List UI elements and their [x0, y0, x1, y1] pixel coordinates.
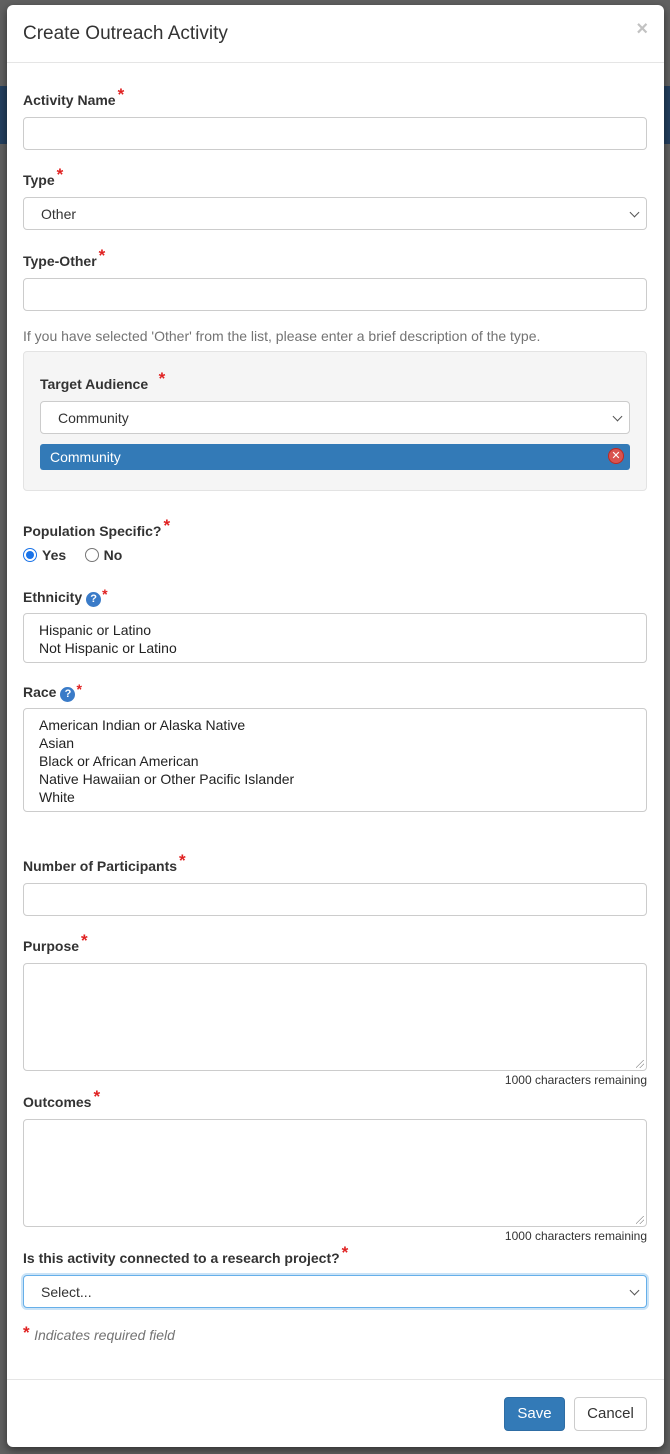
ethnicity-option[interactable]: Not Hispanic or Latino	[39, 640, 177, 656]
create-outreach-modal	[7, 5, 664, 1447]
chevron-down-icon	[613, 412, 623, 422]
ethnicity-multiselect[interactable]	[23, 613, 647, 663]
population-no-radio[interactable]	[85, 548, 99, 562]
type-label: Type	[23, 172, 55, 188]
research-project-label: Is this activity connected to a research project?	[23, 1250, 340, 1266]
no-label: No	[103, 547, 123, 563]
outcomes-label: Outcomes	[23, 1094, 92, 1110]
participants-group	[23, 851, 647, 916]
modal-header	[7, 5, 664, 63]
target-audience-label: Target Audience	[40, 376, 149, 392]
purpose-textarea[interactable]	[23, 963, 647, 1071]
outcomes-group	[23, 1087, 647, 1243]
required-marker: *	[81, 931, 88, 950]
resize-grip-icon[interactable]	[636, 1060, 644, 1068]
type-group	[23, 165, 647, 230]
cancel-button[interactable]: Cancel	[574, 1397, 647, 1431]
required-marker: *	[23, 1323, 30, 1342]
chevron-down-icon	[630, 1286, 640, 1296]
purpose-label: Purpose	[23, 938, 80, 954]
required-note-text: Indicates required field	[34, 1327, 175, 1343]
activity-name-input[interactable]	[23, 117, 647, 150]
chip-label: Community	[50, 449, 121, 465]
race-option[interactable]: Black or African American	[39, 753, 199, 769]
modal-footer	[7, 1379, 664, 1447]
outcomes-textarea[interactable]	[23, 1119, 647, 1227]
participants-input[interactable]	[23, 883, 647, 916]
close-icon[interactable]: ×	[636, 18, 648, 40]
yes-label: Yes	[42, 547, 67, 563]
activity-name-group	[23, 85, 647, 150]
question-circle-icon[interactable]: ?	[86, 592, 101, 607]
required-marker: *	[117, 85, 125, 104]
purpose-group	[23, 931, 647, 1087]
ethnicity-group	[23, 586, 647, 663]
required-marker: *	[102, 586, 108, 602]
target-audience-label-row	[40, 369, 166, 394]
target-audience-chip	[40, 444, 630, 470]
type-other-group	[23, 246, 647, 344]
activity-name-label: Activity Name	[23, 92, 116, 108]
race-option[interactable]: Asian	[39, 735, 75, 751]
population-specific-options	[23, 547, 647, 565]
race-option[interactable]: White	[39, 789, 75, 805]
save-button[interactable]: Save	[504, 1397, 565, 1431]
population-yes-radio[interactable]	[23, 548, 37, 562]
ethnicity-option[interactable]: Hispanic or Latino	[39, 622, 152, 638]
race-option[interactable]: American Indian or Alaska Native	[39, 717, 246, 733]
target-audience-select[interactable]	[40, 401, 630, 434]
type-other-help-text: If you have selected 'Other' from the list, please enter a brief description of the type.	[23, 328, 541, 344]
required-marker: *	[98, 246, 106, 265]
required-note	[23, 1325, 647, 1345]
research-project-select[interactable]	[23, 1275, 647, 1308]
target-audience-select-value: Community	[58, 410, 129, 426]
resize-grip-icon[interactable]	[636, 1216, 644, 1224]
population-specific-group	[23, 516, 647, 565]
race-option[interactable]: Native Hawaiian or Other Pacific Islander	[39, 771, 295, 787]
chevron-down-icon	[630, 208, 640, 218]
population-specific-label: Population Specific?	[23, 523, 162, 539]
outcomes-char-counter: 1000 characters remaining	[504, 1229, 647, 1243]
ethnicity-label: Ethnicity	[23, 589, 83, 605]
type-other-label: Type-Other	[23, 253, 97, 269]
purpose-char-counter: 1000 characters remaining	[504, 1073, 647, 1087]
race-multiselect[interactable]	[23, 708, 647, 812]
required-marker: *	[93, 1087, 101, 1106]
remove-circle-icon[interactable]: ✕	[608, 448, 624, 464]
type-select-value: Other	[41, 206, 77, 222]
required-marker: *	[158, 369, 166, 388]
required-marker: *	[179, 851, 186, 870]
required-marker: *	[76, 681, 82, 697]
type-select[interactable]	[23, 197, 647, 230]
question-circle-icon[interactable]: ?	[60, 687, 75, 702]
participants-label: Number of Participants	[23, 858, 178, 874]
research-project-select-value: Select...	[41, 1284, 92, 1300]
modal-title: Create Outreach Activity	[23, 23, 228, 44]
required-marker: *	[341, 1243, 349, 1262]
race-group	[23, 681, 647, 812]
type-other-input[interactable]	[23, 278, 647, 311]
required-marker: *	[56, 165, 64, 184]
required-marker: *	[163, 516, 171, 535]
target-audience-panel	[23, 351, 647, 491]
research-project-group	[23, 1243, 647, 1308]
race-label: Race	[23, 684, 57, 700]
